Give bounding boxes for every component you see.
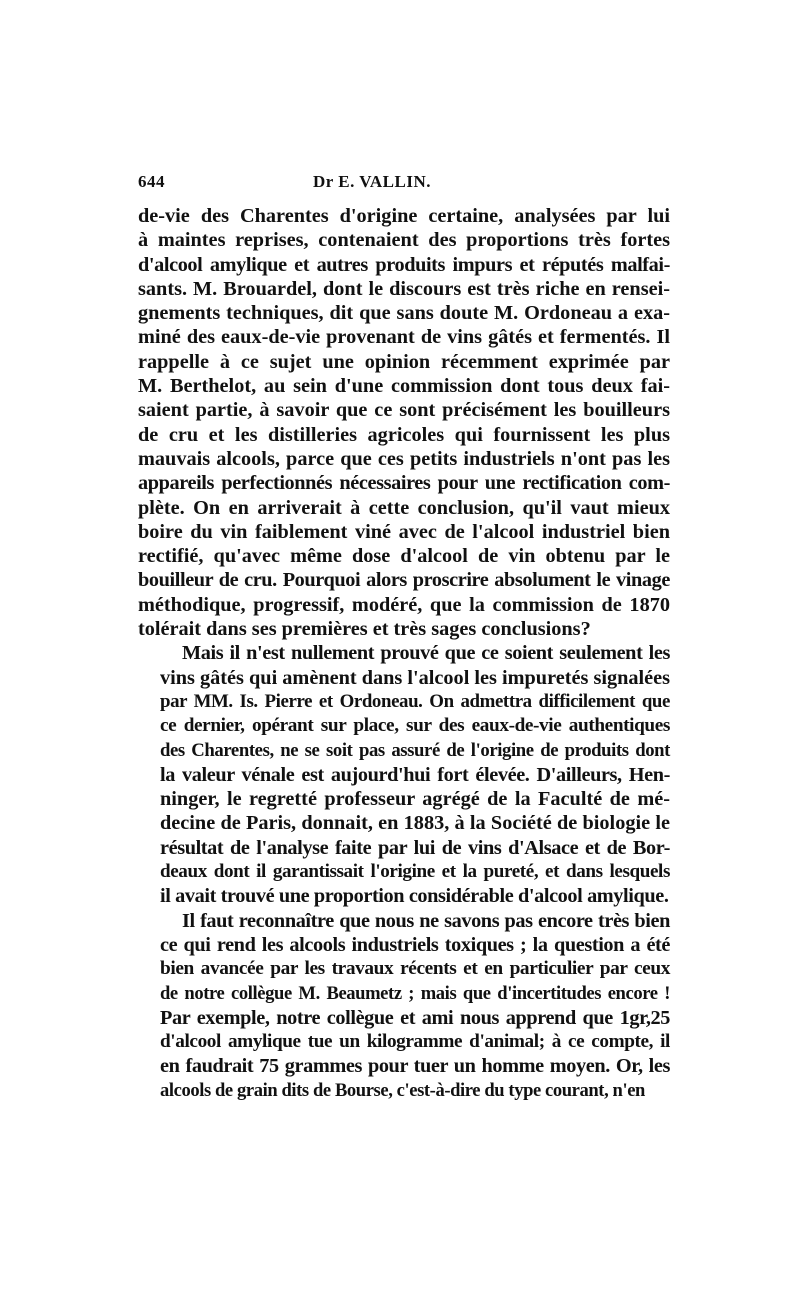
text-line: deaux dont il garantissait l'origine et la pureté, et dans lesquels bbox=[160, 861, 670, 883]
text-line: de cru et les distilleries agricoles qui fournissent les plus bbox=[138, 423, 670, 446]
text-line: d'alcool amylique tue un kilogramme d'animal; à ce compte, il bbox=[160, 1031, 670, 1053]
text-line: par MM. Is. Pierre et Ordoneau. On admettra difficilement que bbox=[160, 690, 670, 712]
text-line: des Charentes, ne se soit pas assuré de l'origine de produits dont bbox=[160, 739, 670, 761]
text-line: vins gâtés qui amènent dans l'alcool les impuretés signalées bbox=[160, 666, 671, 689]
text-line: rectifié, qu'avec même dose d'alcool de vin obtenu par le bbox=[138, 545, 670, 568]
paragraph bbox=[138, 204, 670, 641]
text-line: bouilleur de cru. Pourquoi alors proscrire absolument le vinage bbox=[138, 569, 670, 592]
text-line: de notre collègue M. Beaumetz ; mais que d'incertitudes encore ! bbox=[160, 982, 670, 1004]
text-line: ce dernier, opérant sur place, sur des eaux-de-vie authentiques bbox=[160, 715, 670, 737]
text-line: ninger, le regretté professeur agrégé de la Faculté de mé- bbox=[160, 788, 670, 811]
text-line: gnements techniques, dit que sans doute M. Ordoneau a exa- bbox=[138, 302, 670, 325]
text-line: d'alcool amylique et autres produits impurs et réputés malfai- bbox=[138, 253, 670, 276]
text-line: Mais il n'est nullement prouvé que ce soient seulement les bbox=[182, 642, 670, 665]
text-line: résultat de l'analyse faite par lui de vins d'Alsace et de Bor- bbox=[160, 836, 670, 859]
text-line: tolérait dans ses premières et très sages conclusions? bbox=[138, 618, 591, 641]
paragraph bbox=[138, 641, 670, 908]
text-line: M. Berthelot, au sein d'une commission dont tous deux fai- bbox=[138, 375, 670, 398]
body-text bbox=[138, 204, 670, 1103]
text-line: rappelle à ce sujet une opinion récemment exprimée par bbox=[138, 350, 670, 373]
text-line: decine de Paris, donnait, en 1883, à la Société de biologie le bbox=[160, 812, 670, 835]
text-line: Par exemple, notre collègue et ami nous apprend que 1gr,25 bbox=[160, 1006, 670, 1029]
paragraph bbox=[138, 909, 670, 1103]
running-title: Dr E. VALLIN. bbox=[313, 172, 431, 191]
text-line: ce qui rend les alcools industriels toxiques ; la question a été bbox=[160, 933, 670, 956]
text-line: à maintes reprises, contenaient des proportions très fortes bbox=[138, 229, 670, 252]
text-line: sants. M. Brouardel, dont le discours est très riche en rensei- bbox=[138, 277, 670, 300]
text-line: en faudrait 75 grammes pour tuer un homme moyen. Or, les bbox=[160, 1055, 670, 1078]
text-line: la valeur vénale est aujourd'hui fort élevée. D'ailleurs, Hen- bbox=[160, 763, 670, 786]
text-line: il avait trouvé une proportion considérable d'alcool amylique. bbox=[160, 885, 669, 908]
text-line: de-vie des Charentes d'origine certaine, analysées par lui bbox=[138, 205, 670, 227]
text-line: Il faut reconnaître que nous ne savons pas encore très bien bbox=[182, 909, 670, 932]
text-line: saient partie, à savoir que ce sont précisément les bouilleurs bbox=[138, 399, 670, 422]
text-line: plète. On en arriverait à cette conclusion, qu'il vaut mieux bbox=[138, 496, 670, 519]
text-line: appareils perfectionnés nécessaires pour une rectification com- bbox=[138, 472, 670, 495]
text-line: alcools de grain dits de Bourse, c'est-à-dire du type courant, n'en bbox=[160, 1079, 645, 1101]
page-header bbox=[138, 172, 670, 196]
text-line: mauvais alcools, parce que ces petits industriels n'ont pas les bbox=[138, 447, 670, 470]
text-line: méthodique, progressif, modéré, que la commission de 1870 bbox=[138, 593, 670, 616]
text-line: miné des eaux-de-vie provenant de vins gâtés et fermentés. Il bbox=[138, 326, 670, 349]
text-line: bien avancée par les travaux récents et en particulier par ceux bbox=[160, 958, 670, 980]
text-line: boire du vin faiblement viné avec de l'alcool industriel bien bbox=[138, 520, 670, 543]
page-number: 644 bbox=[138, 172, 165, 191]
